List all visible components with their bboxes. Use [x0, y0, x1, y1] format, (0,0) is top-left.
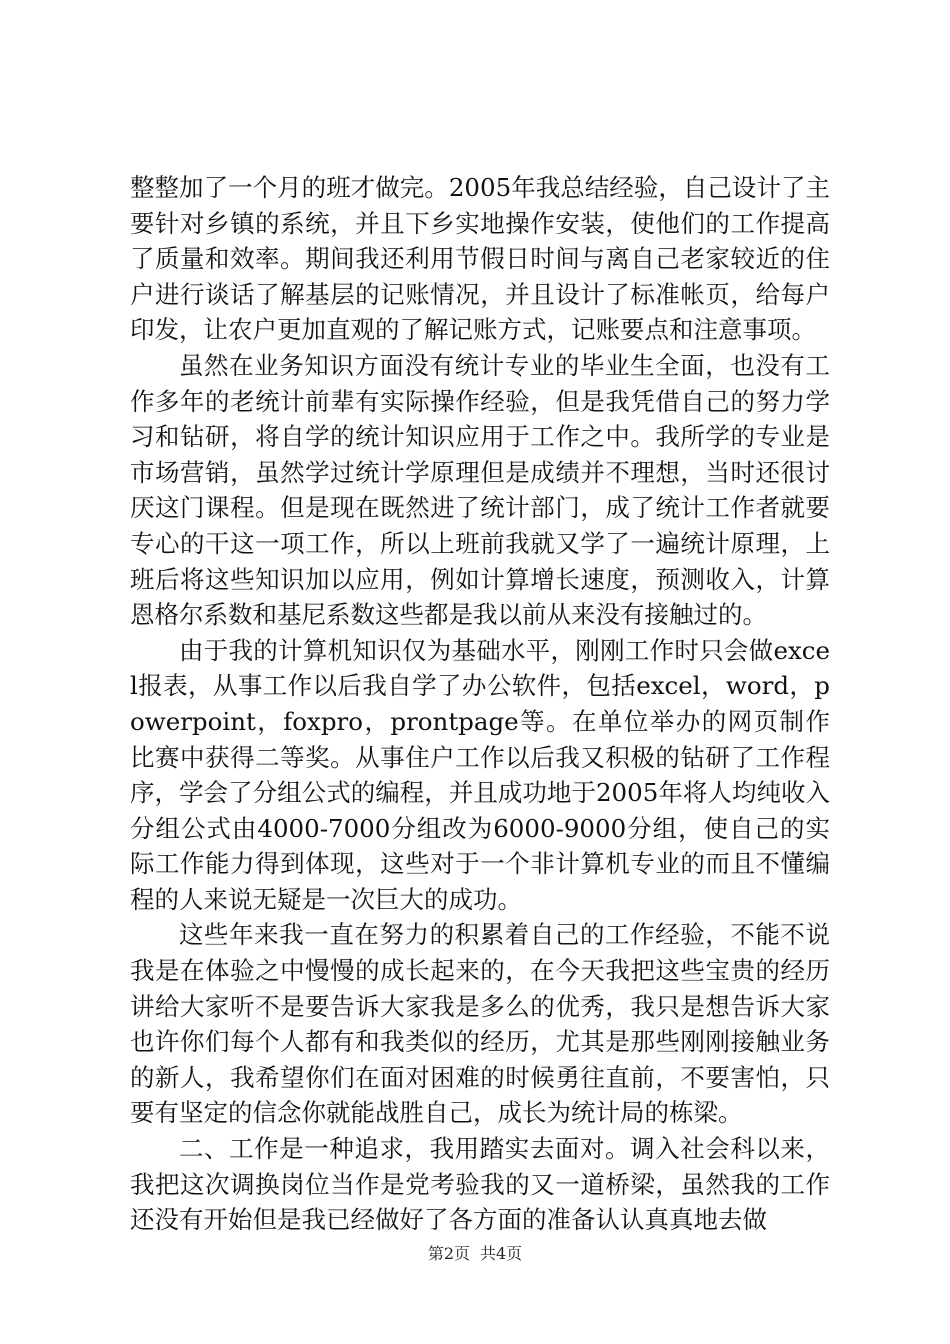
page-total: 共4页	[480, 1244, 523, 1263]
document-body	[130, 170, 830, 1238]
paragraph-3: 由于我的计算机知识仅为基础水平，刚刚工作时只会做excel报表，从事工作以后我自学了办公软件，包括excel，word，powerpoint，foxpro，prontpage等。在单位举办的网页制作比赛中获得二等奖。从事住户工作以后我又积极的钻研了工作程序，学会了分组公式的编程，并且成功地于2005年将人均纯收入分组公式由4000-7000分组改为6000-9000分组，使自己的实际工作能力得到体现，这些对于一个非计算机专业的而且不懂编程的人来说无疑是一次巨大的成功。	[130, 635, 830, 914]
page-footer	[0, 1244, 950, 1264]
paragraph-4: 这些年来我一直在努力的积累着自己的工作经验，不能不说我是在体验之中慢慢的成长起来的，在今天我把这些宝贵的经历讲给大家听不是要告诉大家我是多么的优秀，我只是想告诉大家也许你们每个人都有和我类似的经历，尤其是那些刚刚接触业务的新人，我希望你们在面对困难的时候勇往直前，不要害怕，只要有坚定的信念你就能战胜自己，成长为统计局的栋梁。	[130, 920, 830, 1128]
paragraph-5: 二、工作是一种追求，我用踏实去面对。调入社会科以来，我把这次调换岗位当作是党考验我的又一道桥梁，虽然我的工作还没有开始但是我已经做好了各方面的准备认认真真地去做	[130, 1134, 830, 1235]
paragraph-2: 虽然在业务知识方面没有统计专业的毕业生全面，也没有工作多年的老统计前辈有实际操作经验，但是我凭借自己的努力学习和钻研，将自学的统计知识应用于工作之中。我所学的专业是市场营销，虽然学过统计学原理但是成绩并不理想，当时还很讨厌这门课程。但是现在既然进了统计部门，成了统计工作者就要专心的干这一项工作，所以上班前我就又学了一遍统计原理，上班后将这些知识加以应用，例如计算增长速度，预测收入，计算恩格尔系数和基尼系数这些都是我以前从来没有接触过的。	[130, 350, 830, 630]
paragraph-1: 整整加了一个月的班才做完。2005年我总结经验，自己设计了主要针对乡镇的系统，并且下乡实地操作安装，使他们的工作提高了质量和效率。期间我还利用节假日时间与离自己老家较近的住户进行谈话了解基层的记账情况，并且设计了标准帐页，给每户印发，让农户更加直观的了解记账方式，记账要点和注意事项。	[130, 173, 830, 345]
page-number: 第2页	[427, 1244, 470, 1263]
